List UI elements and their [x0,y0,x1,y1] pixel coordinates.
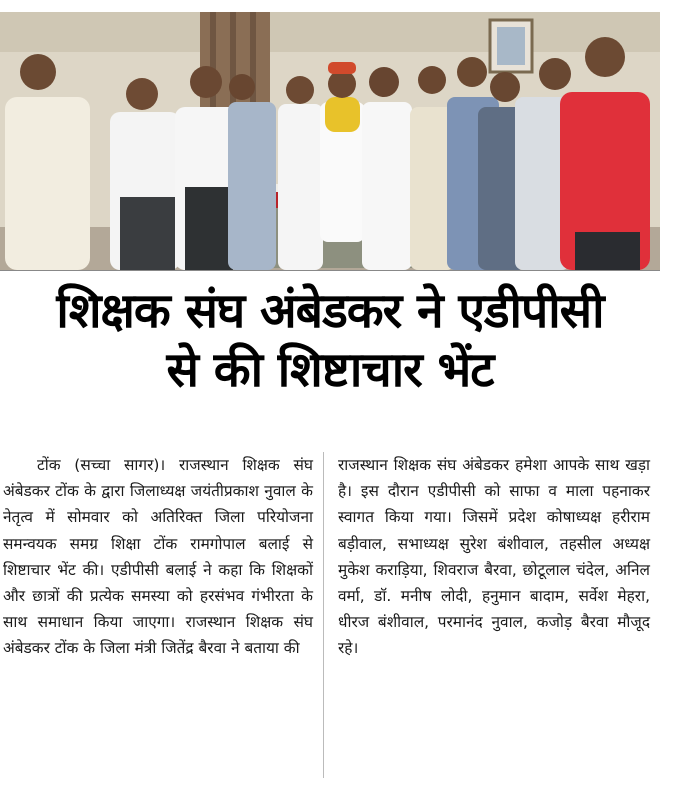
column-divider [323,452,324,778]
article-headline [0,282,660,399]
headline-line-2: से की शिष्टाचार भेंट [166,341,494,398]
body-text-left: टोंक (सच्चा सागर)। राजस्थान शिक्षक संघ अंबेडकर टोंक के द्वारा जिलाध्यक्ष जयंतीप्रकाश नुवाल के नेतृत्व में सोमवार को अतिरिक्त जिला परियोजना समन्वयक समग्र शिक्षा टोंक रामगोपाल बलाई से शिष्टाचार भेंट की। एडीपीसी बलाई ने कहा कि शिक्षकों और छात्रों की प्रत्येक समस्या को हरसंभव गंभीरता के साथ समाधान किया जाएगा। राजस्थान शिक्षक संघ अंबेडकर टोंक के जिला मंत्री जितेंद्र बैरवा ने बताया की [3,456,313,658]
article-column-right [338,452,650,662]
headline-line-1: शिक्षक संघ अंबेडकर ने एडीपीसी [56,283,604,339]
news-photo [0,12,660,271]
body-text-right: राजस्थान शिक्षक संघ अंबेडकर हमेशा आपके साथ खड़ा है। इस दौरान एडीपीसी को साफा व माला पहनाकर स्वागत किया गया। जिसमें प्रदेश कोषाध्यक्ष हरीराम बड़ीवाल, सभाध्यक्ष सुरेश बंशीवाल, तहसील अध्यक्ष मुकेश कराड़िया, शिवराज बैरवा, छोटूलाल चंदेल, अनिल वर्मा, डॉ. मनीष लोदी, हनुमान बादाम, सर्वेश मेहरा, धीरज बंशीवाल, परमानंद नुवाल, कजोड़ बैरवा मौजूद रहे। [338,456,650,658]
article-column-left [3,452,313,662]
